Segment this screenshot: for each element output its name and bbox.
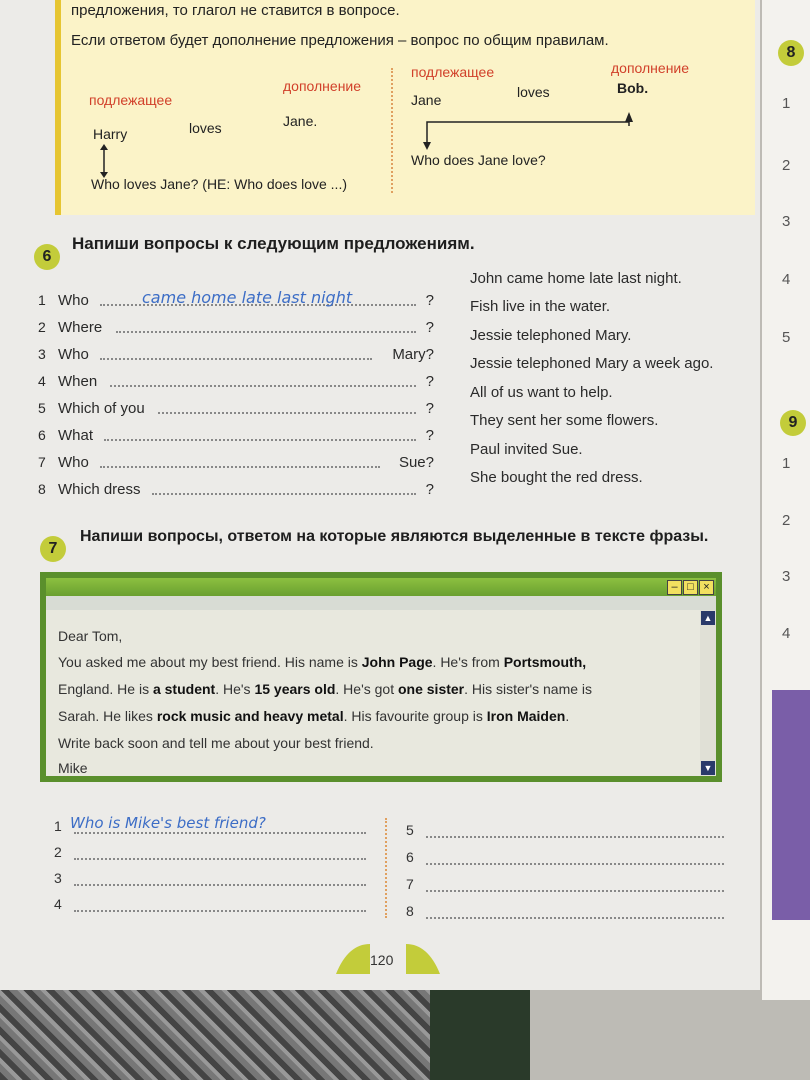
row-number: 6 <box>38 427 46 443</box>
handwritten-answer: Who is Mike's best friend? <box>70 814 266 832</box>
highlighted-phrase: rock music and heavy metal <box>156 708 344 724</box>
side-number: 2 <box>782 512 791 529</box>
row-number: 3 <box>38 346 46 362</box>
side-number: 2 <box>782 157 791 174</box>
text: . His favourite group is <box>343 708 487 724</box>
answer-line[interactable] <box>426 836 724 838</box>
row-number: 4 <box>38 373 46 389</box>
question-right: Who does Jane love? <box>411 152 546 168</box>
row-ending: ? <box>425 319 434 336</box>
grammar-rule-box <box>55 0 755 215</box>
minimize-icon: – <box>667 580 682 595</box>
statement-4: Jessie telephoned Mary a week ago. <box>470 355 714 372</box>
answer-number: 6 <box>406 849 414 865</box>
answer-line[interactable] <box>152 493 416 495</box>
letter-line-3 <box>58 708 569 724</box>
side-number: 3 <box>782 213 791 230</box>
page-number: 120 <box>370 952 394 968</box>
row-number: 1 <box>38 292 46 308</box>
side-number: 4 <box>782 271 791 288</box>
subject-label-right: подлежащее <box>411 64 495 80</box>
row-question-word: Who <box>58 292 89 309</box>
photo-strip <box>0 990 430 1080</box>
row-question-word: Who <box>58 346 89 363</box>
text: . He's <box>215 681 255 697</box>
side-number: 1 <box>782 455 791 472</box>
text: You asked me about my best friend. His name is <box>58 654 362 670</box>
text: Sarah <box>58 708 96 724</box>
row-ending: ? <box>425 481 434 498</box>
side-number: 5 <box>782 329 791 346</box>
object-label-right: дополнение <box>611 60 690 76</box>
answer-row <box>54 814 366 838</box>
exercise-row <box>38 319 438 339</box>
row-ending: Mary? <box>392 346 434 363</box>
statement-2: Fish live in the water. <box>470 298 611 315</box>
answer-line[interactable] <box>426 917 724 919</box>
text: . He likes <box>95 708 157 724</box>
answer-number: 1 <box>54 818 62 834</box>
exercise-row <box>38 400 438 420</box>
exercise-7-heading: Напиши вопросы, ответом на которые являются выделенные в тексте фразы. <box>80 528 709 545</box>
answer-line[interactable] <box>104 439 416 441</box>
answer-number: 8 <box>406 903 414 919</box>
side-number: 1 <box>782 95 791 112</box>
row-ending: ? <box>425 292 434 309</box>
verb-left: loves <box>189 120 222 136</box>
close-icon: × <box>699 580 714 595</box>
statement-7: Paul invited Sue. <box>470 441 583 458</box>
highlighted-phrase: Iron Maiden <box>486 708 566 724</box>
text: England <box>58 681 110 697</box>
row-number: 5 <box>38 400 46 416</box>
letter-line-1 <box>58 654 586 670</box>
letter-line-2 <box>58 681 592 697</box>
exercise-6-heading: Напиши вопросы к следующим предложениям. <box>72 234 475 253</box>
statement-8: She bought the red dress. <box>470 469 643 486</box>
row-ending: ? <box>425 400 434 417</box>
row-ending: ? <box>425 427 434 444</box>
exercise-6-number: 6 <box>34 244 60 270</box>
answer-line[interactable] <box>110 385 416 387</box>
text: . He's got <box>335 681 398 697</box>
letter-greeting: Dear Tom, <box>58 628 123 644</box>
text: . He is <box>109 681 153 697</box>
text: . He's from <box>432 654 504 670</box>
exercise-row <box>38 288 438 312</box>
row-question-word: Which of you <box>58 400 145 417</box>
letter-body <box>46 610 700 776</box>
statement-3: Jessie telephoned Mary. <box>470 327 632 344</box>
side-exercise-8-number: 8 <box>778 40 804 66</box>
adjacent-page <box>762 0 810 1000</box>
answer-line[interactable] <box>74 884 366 886</box>
answer-row <box>406 822 724 842</box>
row-question-word: Where <box>58 319 103 336</box>
row-number: 8 <box>38 481 46 497</box>
highlighted-phrase: one sister <box>397 681 465 697</box>
exercise-row <box>38 373 438 393</box>
statement-1: John came home late last night. <box>470 270 682 287</box>
row-number: 7 <box>38 454 46 470</box>
row-ending: ? <box>425 373 434 390</box>
verb-right: loves <box>517 84 550 100</box>
answer-row <box>406 876 724 896</box>
side-exercise-9-number: 9 <box>780 410 806 436</box>
purple-box <box>772 690 810 920</box>
highlighted-phrase: 15 years old <box>254 681 336 697</box>
answer-line[interactable] <box>426 890 724 892</box>
subject-right: Jane <box>411 92 442 108</box>
exercise-7-number: 7 <box>40 536 66 562</box>
rule-line-1: предложения, то глагол не ставится в вопросе. <box>71 2 400 19</box>
text: . <box>565 708 570 724</box>
letter-line-4: Write back soon and tell me about your best friend. <box>58 735 374 751</box>
photo-strip-dark <box>430 990 530 1080</box>
answer-row <box>406 903 724 923</box>
highlighted-phrase: a student <box>152 681 216 697</box>
window-scrollbar[interactable] <box>700 610 716 776</box>
answer-line[interactable] <box>74 832 366 834</box>
answer-line[interactable] <box>158 412 416 414</box>
side-number: 4 <box>782 625 791 642</box>
answer-number: 7 <box>406 876 414 892</box>
maximize-icon: □ <box>683 580 698 595</box>
answer-number: 3 <box>54 870 62 886</box>
answer-row <box>54 870 366 890</box>
exercise-row <box>38 427 438 447</box>
rule-line-2: Если ответом будет дополнение предложения – вопрос по общим правилам. <box>71 32 609 49</box>
answer-line[interactable] <box>74 910 366 912</box>
side-number: 3 <box>782 568 791 585</box>
object-left: Jane. <box>283 113 318 129</box>
answer-line[interactable] <box>116 331 416 333</box>
answer-number: 2 <box>54 844 62 860</box>
letter-signature: Mike <box>58 760 88 776</box>
answer-line[interactable] <box>74 858 366 860</box>
bent-arrow-icon <box>419 108 639 150</box>
exercise-row <box>38 454 438 474</box>
subject-label-left: подлежащее <box>89 92 173 108</box>
statement-5: All of us want to help. <box>470 384 613 401</box>
window-menu-bar <box>46 596 716 610</box>
row-number: 2 <box>38 319 46 335</box>
answer-row <box>406 849 724 869</box>
letter-window <box>40 572 722 782</box>
answer-line[interactable] <box>100 358 372 360</box>
example-divider <box>391 68 393 193</box>
exercise-row <box>38 346 438 366</box>
scroll-up-icon[interactable]: ▲ <box>701 611 715 625</box>
answer-number: 4 <box>54 896 62 912</box>
subject-left: Harry <box>93 126 128 142</box>
answer-number: 5 <box>406 822 414 838</box>
row-question-word: When <box>58 373 98 390</box>
highlighted-phrase: John Page <box>361 654 433 670</box>
row-question-word: Which dress <box>58 481 141 498</box>
row-question-word: Who <box>58 454 89 471</box>
handwritten-answer: came home late last night <box>142 288 353 307</box>
answer-row <box>54 844 366 864</box>
statement-6: They sent her some flowers. <box>470 412 659 429</box>
row-question-word: What <box>58 427 94 444</box>
answer-row <box>54 896 366 916</box>
answer-line[interactable] <box>100 466 380 468</box>
object-right: Bob. <box>617 80 649 96</box>
window-title-bar <box>46 578 716 596</box>
highlighted-phrase: Portsmouth, <box>503 654 587 670</box>
scroll-down-icon[interactable]: ▼ <box>701 761 715 775</box>
text: . His sister's name is <box>464 681 593 697</box>
answers-divider <box>385 818 387 918</box>
answer-line[interactable] <box>426 863 724 865</box>
object-label-left: дополнение <box>283 78 362 94</box>
double-arrow-icon <box>99 144 109 178</box>
row-ending: Sue? <box>398 454 434 471</box>
question-left: Who loves Jane? (НЕ: Who does love ...) <box>91 176 347 192</box>
exercise-row <box>38 481 438 501</box>
